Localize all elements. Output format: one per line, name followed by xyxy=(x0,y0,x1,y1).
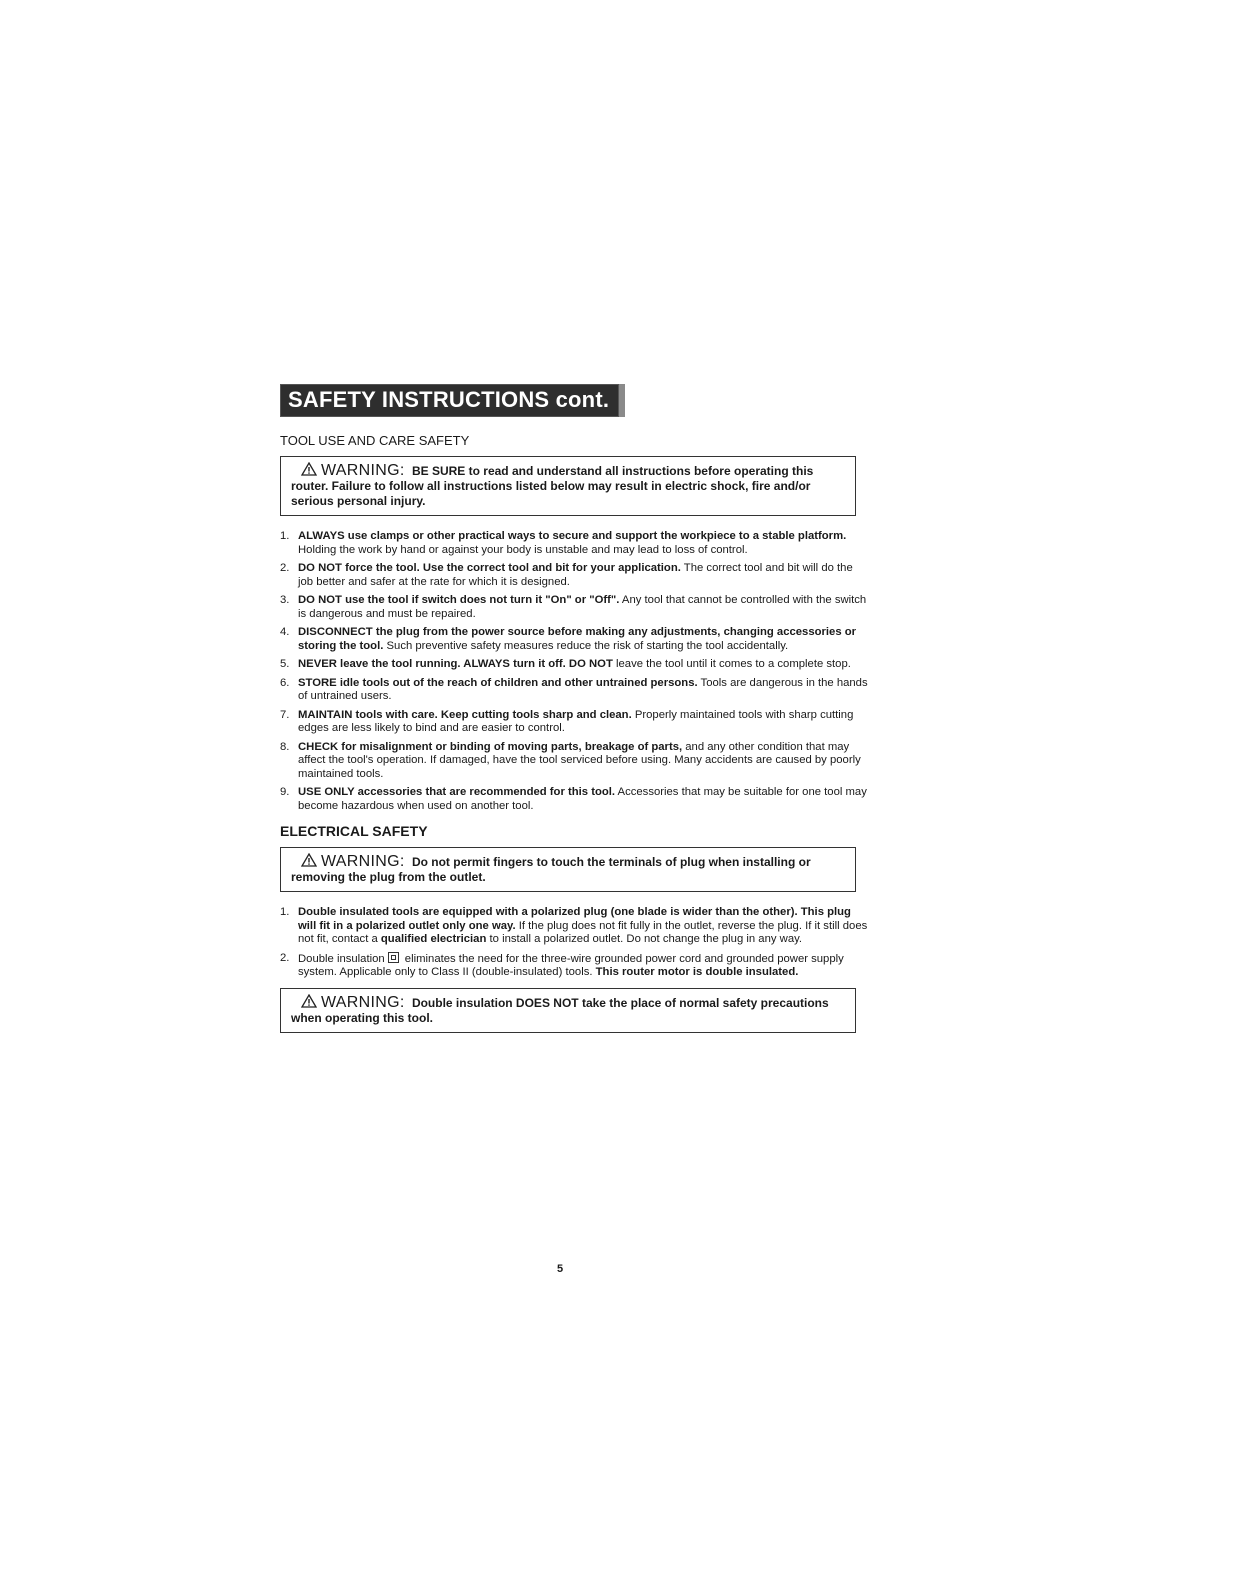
double-insulation-warning-box xyxy=(280,988,856,1033)
list-item: 1. Double insulated tools are equipped with a polarized plug (one blade is wider than the other). This plug will fit in a polarized outlet only one way. If the plug does not fit fully in the outlet, reverse the plug. If it still does not fit, contact a qualified electrician to install a polarized outlet. Do not change the plug in any way. xyxy=(280,906,868,945)
list-item: 6. STORE idle tools out of the reach of children and other untrained persons. Tools are dangerous in the hands of untrained users. xyxy=(280,676,868,702)
tool-use-warning-box xyxy=(280,456,856,516)
electrical-list xyxy=(280,906,870,980)
manual-page xyxy=(280,384,880,1033)
electrical-warning-box xyxy=(280,847,856,892)
warning-triangle-icon xyxy=(301,994,317,1008)
double-insulation-icon xyxy=(388,952,399,963)
list-item: 2. Double insulation eliminates the need for the three-wire grounded power cord and grounded power supply system. Applicable only to Class II (double-insulated) tools. This router motor is double insulated. xyxy=(280,951,844,978)
list-item: 9. USE ONLY accessories that are recommended for this tool. Accessories that may be suitable for one tool may become hazardous when used on another tool. xyxy=(280,786,867,812)
electrical-heading: ELECTRICAL SAFETY xyxy=(280,823,428,839)
tool-use-list xyxy=(280,530,870,813)
warning-triangle-icon xyxy=(301,462,317,476)
warning-label: WARNING: xyxy=(321,462,405,479)
list-item: 7. MAINTAIN tools with care. Keep cutting tools sharp and clean. Properly maintained tools with sharp cutting edges are less likely to bind and are easier to control. xyxy=(280,708,854,734)
list-item: 3. DO NOT use the tool if switch does not turn it "On" or "Off". Any tool that cannot be controlled with the switch is dangerous and must be repaired. xyxy=(280,594,867,620)
warning-label: WARNING: xyxy=(321,993,405,1011)
warning-text: Double insulation DOES NOT take the place of normal safety precautions when operating this tool. xyxy=(291,995,829,1025)
section-banner: SAFETY INSTRUCTIONS cont. xyxy=(280,384,625,417)
list-item: 2. DO NOT force the tool. Use the correct tool and bit for your application. The correct tool and bit will do the job better and safer at the rate for which it is designed. xyxy=(280,562,853,588)
list-item: 8. CHECK for misalignment or binding of moving parts, breakage of parts, and any other condition that may affect the tool's operation. If damaged, have the tool serviced before using. Many accidents are caused by poorly maintained tools. xyxy=(280,740,861,780)
list-item: 4. DISCONNECT the plug from the power source before making any adjustments, changing accessories or storing the tool. Such preventive safety measures reduce the risk of starting the tool accidentally. xyxy=(280,626,857,652)
warning-text: BE SURE to read and understand all instructions before operating this router. Failure to follow all instructions listed below may result in electric shock, fire and/or serious personal injury. xyxy=(291,464,814,508)
page-number: 5 xyxy=(557,1263,564,1275)
list-item: 1. ALWAYS use clamps or other practical ways to secure and support the workpiece to a stable platform. Holding the work by hand or against your body is unstable and may lead to loss of control. xyxy=(280,530,847,556)
warning-triangle-icon xyxy=(301,853,317,867)
list-item: 5. NEVER leave the tool running. ALWAYS turn it off. DO NOT leave the tool until it comes to a complete stop. xyxy=(280,658,851,670)
tool-use-heading: TOOL USE AND CARE SAFETY xyxy=(280,433,470,448)
warning-label: WARNING: xyxy=(321,853,405,870)
warning-text: Do not permit fingers to touch the terminals of plug when installing or removing the plug from the outlet. xyxy=(291,855,811,884)
